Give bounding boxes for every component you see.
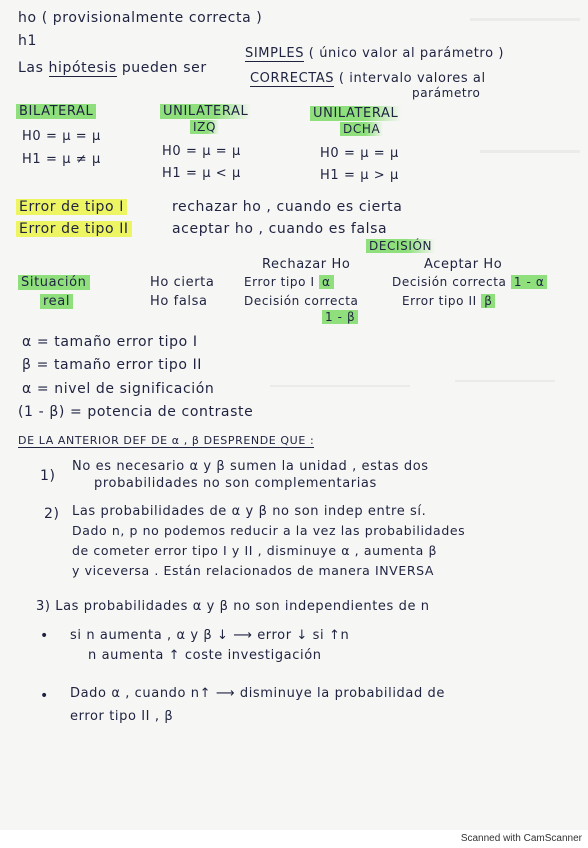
- bullet-1-line-2: n aumenta ↑ coste investigación: [88, 648, 322, 663]
- error-type-2-text: aceptar ho , cuando es falsa: [172, 221, 388, 237]
- bleed-through-mark: [470, 18, 580, 21]
- point-2-line-3: de cometer error tipo I y II , disminuye α , aumenta β: [72, 543, 438, 558]
- correctas-note: ( intervalo valores al: [338, 71, 486, 86]
- error-type-2-label: Error de tipo II: [16, 221, 132, 237]
- power-definition: (1 - β) = potencia de contraste: [18, 404, 254, 420]
- error-type-1-label: Error de tipo I: [16, 199, 127, 215]
- bleed-through-mark: [480, 150, 580, 153]
- correct-decision-cell-2: Decisión correcta: [244, 294, 359, 308]
- simples-note: ( único valor al parámetro ): [308, 46, 505, 61]
- type-2-error-text: Error tipo II: [402, 294, 477, 308]
- unilateral-dcha-heading: UNILATERAL: [310, 106, 401, 121]
- consequences-heading: DE LA ANTERIOR DEF DE α , β DESPRENDE QUE :: [18, 434, 315, 447]
- ho-false-row: Ho falsa: [150, 294, 208, 309]
- h1-line: h1: [18, 33, 37, 49]
- point-2-line-1: Las probabilidades de α y β no son indep entre sí.: [72, 504, 427, 519]
- bullet-1-line-1: si n aumenta , α y β ↓ ⟶ error ↓ si ↑n: [70, 628, 350, 643]
- bullet-2: •: [40, 688, 49, 704]
- hypotheses-line: [18, 60, 207, 76]
- point-1-line-2: probabilidades no son complementarias: [94, 476, 377, 491]
- bilateral-h1: H1 = μ ≠ μ: [22, 152, 101, 167]
- one-minus-beta: 1 - β: [322, 310, 358, 324]
- correct-decision-text-1: Decisión correcta: [392, 275, 507, 289]
- beta-definition: β = tamaño error tipo II: [22, 357, 203, 373]
- type-2-error-cell: [402, 294, 495, 308]
- correctas-note-2: parámetro: [412, 86, 481, 100]
- simples-word: SIMPLES: [245, 46, 305, 61]
- error-type-1-text: rechazar ho , cuando es cierta: [172, 199, 403, 215]
- type-1-error-cell: [244, 275, 334, 289]
- point-1-number: 1): [40, 468, 56, 484]
- bilateral-h0: H0 = μ = μ: [22, 129, 101, 144]
- real-situation-label: Situación: [18, 275, 90, 290]
- beta-symbol: β: [481, 294, 495, 308]
- unilateral-izq-h1: H1 = μ < μ: [162, 166, 241, 181]
- real-situation-label-2: real: [40, 294, 73, 309]
- reject-ho-header: Rechazar Ho: [262, 257, 351, 272]
- alpha-symbol: α: [319, 275, 334, 289]
- bleed-through-mark: [270, 385, 410, 387]
- accept-ho-header: Aceptar Ho: [424, 257, 503, 272]
- decision-heading: DECISIÓN: [366, 239, 435, 253]
- correctas-word: CORRECTAS: [250, 71, 335, 86]
- bullet-2-line-1: Dado α , cuando n↑ ⟶ disminuye la probabilidad de: [70, 686, 445, 701]
- bilateral-heading: BILATERAL: [16, 104, 96, 119]
- unilateral-izq-h0: H0 = μ = μ: [162, 144, 241, 159]
- point-2-number: 2): [44, 506, 60, 522]
- hyp-word-b: hipótesis: [48, 60, 117, 76]
- correctas-line: [250, 71, 486, 86]
- ho-line: ho ( provisionalmente correcta ): [18, 10, 263, 26]
- alpha-definition: α = tamaño error tipo I: [22, 334, 198, 350]
- point-3: 3) Las probabilidades α y β no son independientes de n: [36, 599, 430, 614]
- hyp-word-c: pueden ser: [121, 60, 207, 76]
- one-minus-alpha: 1 - α: [511, 275, 548, 289]
- bullet-2-line-2: error tipo II , β: [70, 709, 174, 724]
- point-2-line-2: Dado n, p no podemos reducir a la vez las probabilidades: [72, 523, 466, 538]
- unilateral-dcha-h0: H0 = μ = μ: [320, 146, 399, 161]
- simples-line: [245, 46, 504, 61]
- significance-definition: α = nivel de significación: [22, 381, 215, 397]
- point-1-line-1: No es necesario α y β sumen la unidad , estas dos: [72, 459, 429, 474]
- point-2-line-4: y viceversa . Están relacionados de manera INVERSA: [72, 563, 435, 578]
- unilateral-dcha-sub: DCHA: [340, 122, 383, 136]
- bullet-1: •: [40, 628, 49, 644]
- unilateral-dcha-h1: H1 = μ > μ: [320, 168, 399, 183]
- hyp-word-a: Las: [18, 60, 44, 76]
- type-1-error-text: Error tipo I: [244, 275, 315, 289]
- ho-true-row: Ho cierta: [150, 275, 215, 290]
- unilateral-izq-heading: UNILATERAL: [160, 104, 251, 119]
- bleed-through-mark: [455, 380, 555, 382]
- scanner-watermark: Scanned with CamScanner: [460, 833, 582, 844]
- correct-decision-cell-1: [392, 275, 547, 289]
- unilateral-izq-sub: IZQ: [190, 120, 219, 134]
